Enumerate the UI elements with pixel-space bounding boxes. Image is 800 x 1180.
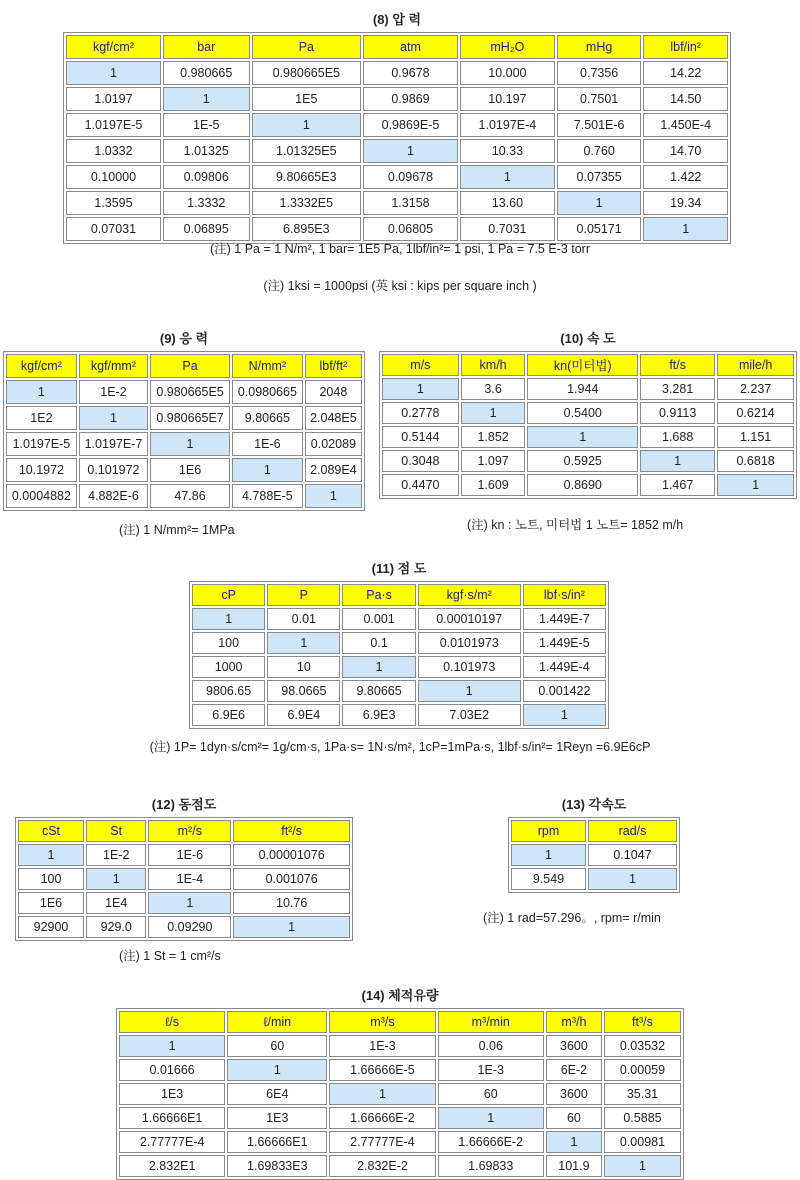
table-cell: 60 (438, 1083, 544, 1105)
table-cell: 9.80665 (342, 680, 415, 702)
identity-cell: 1 (460, 165, 555, 189)
column-header: mile/h (717, 354, 794, 376)
table-cell: 0.980665E5 (150, 380, 230, 404)
table-cell: 0.5885 (604, 1107, 681, 1129)
table-row (6, 432, 362, 456)
table-row (66, 139, 728, 163)
table-cell: 0.00001076 (233, 844, 350, 866)
table-cell: 1E-2 (86, 844, 146, 866)
table-row (192, 632, 606, 654)
section-title: (10) 속 도 (560, 331, 616, 346)
table-cell: 0.00059 (604, 1059, 681, 1081)
column-header: kgf·s/m² (418, 584, 521, 606)
section-title: (12) 동점도 (151, 797, 217, 812)
table-cell: 2.832E1 (119, 1155, 225, 1177)
table-row (6, 458, 362, 482)
column-header: bar (163, 35, 250, 59)
table-row (119, 1059, 681, 1081)
table-row (382, 402, 794, 424)
table-cell: 0.5400 (527, 402, 638, 424)
note-pressure-2: (注) 1ksi = 1000psi (英 ksi : kips per square inch ) (263, 279, 537, 293)
column-header: kn(미터법) (527, 354, 638, 376)
viscosity-section (189, 561, 609, 729)
table-cell: 1.688 (640, 426, 715, 448)
table-cell: 0.10000 (66, 165, 161, 189)
table-row (119, 1083, 681, 1105)
table-row (511, 868, 677, 890)
table-cell: 0.980665E7 (150, 406, 230, 430)
table-cell: 1E-4 (148, 868, 231, 890)
identity-cell: 1 (227, 1059, 327, 1081)
column-header: rad/s (588, 820, 677, 842)
table-row (192, 656, 606, 678)
table-row (382, 426, 794, 448)
table-cell: 1.449E-4 (523, 656, 606, 678)
table-cell: 3600 (546, 1083, 602, 1105)
table-cell: 9.549 (511, 868, 586, 890)
column-header: lbf/ft² (305, 354, 362, 378)
table-row (66, 165, 728, 189)
column-header: Pa (252, 35, 361, 59)
column-header: cSt (18, 820, 84, 842)
table-cell: 1.01325 (163, 139, 250, 163)
table-row (192, 608, 606, 630)
table-cell: 1E5 (252, 87, 361, 111)
table-cell: 0.001422 (523, 680, 606, 702)
note-kinematic: (注) 1 St = 1 cm²/s (119, 949, 221, 963)
table-cell: 1.01325E5 (252, 139, 361, 163)
table-cell: 0.101972 (79, 458, 148, 482)
table-cell: 0.6214 (717, 402, 794, 424)
pressure-table (63, 32, 731, 244)
table-cell: 1.66666E1 (227, 1131, 327, 1153)
identity-cell: 1 (342, 656, 415, 678)
kinematic-viscosity-section (15, 797, 353, 941)
identity-cell: 1 (148, 892, 231, 914)
table-row (119, 1131, 681, 1153)
table-cell: 1.467 (640, 474, 715, 496)
note-viscosity: (注) 1P= 1dyn·s/cm²= 1g/cm·s, 1Pa·s= 1N·s/m², 1cP=1mPa·s, 1lbf·s/in²= 1Reyn =6.9E6cP (149, 740, 651, 754)
table-cell: 14.50 (643, 87, 728, 111)
identity-cell: 1 (557, 191, 642, 215)
column-header: ft³/s (604, 1011, 681, 1033)
table-cell: 1.66666E1 (119, 1107, 225, 1129)
table-cell: 3.6 (461, 378, 526, 400)
table-cell: 13.60 (460, 191, 555, 215)
table-cell: 9806.65 (192, 680, 265, 702)
identity-cell: 1 (640, 450, 715, 472)
table-cell: 10.000 (460, 61, 555, 85)
table-cell: 0.09806 (163, 165, 250, 189)
table-cell: 0.00981 (604, 1131, 681, 1153)
table-cell: 1.0197E-5 (66, 113, 161, 137)
kinematic-viscosity-table (15, 817, 353, 941)
identity-cell: 1 (252, 113, 361, 137)
identity-cell: 1 (461, 402, 526, 424)
table-cell: 1.69833 (438, 1155, 544, 1177)
table-cell: 0.09290 (148, 916, 231, 938)
table-cell: 2.77777E-4 (329, 1131, 435, 1153)
column-header: Pa (150, 354, 230, 378)
note-stress: (注) 1 N/mm²= 1MPa (119, 523, 235, 537)
table-row (66, 113, 728, 137)
table-cell: 0.980665E5 (252, 61, 361, 85)
table-cell: 0.9869E-5 (363, 113, 458, 137)
table-cell: 3.281 (640, 378, 715, 400)
table-cell: 0.06895 (163, 217, 250, 241)
table-cell: 0.0004882 (6, 484, 77, 508)
table-cell: 0.1047 (588, 844, 677, 866)
column-header: km/h (461, 354, 526, 376)
table-cell: 47.86 (150, 484, 230, 508)
table-row (18, 916, 350, 938)
identity-cell: 1 (150, 432, 230, 456)
column-header: ℓ/min (227, 1011, 327, 1033)
table-row (119, 1107, 681, 1129)
table-cell: 98.0665 (267, 680, 340, 702)
table-cell: 1E6 (18, 892, 84, 914)
table-row (192, 704, 606, 726)
table-row (192, 680, 606, 702)
column-header: kgf/cm² (6, 354, 77, 378)
table-cell: 1.0197 (66, 87, 161, 111)
table-cell: 1.66666E-2 (438, 1131, 544, 1153)
table-cell: 0.6818 (717, 450, 794, 472)
table-cell: 1E6 (150, 458, 230, 482)
table-cell: 6.9E4 (267, 704, 340, 726)
identity-cell: 1 (604, 1155, 681, 1177)
table-cell: 0.001 (342, 608, 415, 630)
table-cell: 7.03E2 (418, 704, 521, 726)
viscosity-table (189, 581, 609, 729)
table-cell: 1000 (192, 656, 265, 678)
column-header: rpm (511, 820, 586, 842)
column-header: ℓ/s (119, 1011, 225, 1033)
identity-cell: 1 (86, 868, 146, 890)
table-cell: 0.3048 (382, 450, 459, 472)
table-cell: 101.9 (546, 1155, 602, 1177)
column-header: kgf/cm² (66, 35, 161, 59)
table-cell: 1.449E-5 (523, 632, 606, 654)
table-row (382, 474, 794, 496)
table-cell: 2048 (305, 380, 362, 404)
table-cell: 35.31 (604, 1083, 681, 1105)
table-cell: 0.01666 (119, 1059, 225, 1081)
table-cell: 10.197 (460, 87, 555, 111)
identity-cell: 1 (523, 704, 606, 726)
table-cell: 14.70 (643, 139, 728, 163)
identity-cell: 1 (119, 1035, 225, 1057)
table-cell: 1.449E-7 (523, 608, 606, 630)
table-cell: 0.0101973 (418, 632, 521, 654)
table-cell: 9.80665 (232, 406, 303, 430)
table-cell: 0.9113 (640, 402, 715, 424)
column-header: P (267, 584, 340, 606)
section-title: (9) 응 력 (159, 331, 209, 346)
column-header: mH₂O (460, 35, 555, 59)
table-cell: 100 (192, 632, 265, 654)
table-cell: 6.895E3 (252, 217, 361, 241)
header-row (18, 820, 350, 842)
table-cell: 0.7356 (557, 61, 642, 85)
table-cell: 1E-6 (148, 844, 231, 866)
identity-cell: 1 (267, 632, 340, 654)
table-cell: 0.7501 (557, 87, 642, 111)
identity-cell: 1 (79, 406, 148, 430)
table-row (6, 484, 362, 508)
table-cell: 1E-3 (329, 1035, 435, 1057)
table-row (6, 406, 362, 430)
note-pressure-1: (注) 1 Pa = 1 N/m², 1 bar= 1E5 Pa, 1lbf/in²= 1 psi, 1 Pa = 7.5 E-3 torr (209, 242, 591, 256)
table-cell: 0.0980665 (232, 380, 303, 404)
table-cell: 1.3332E5 (252, 191, 361, 215)
table-cell: 2.237 (717, 378, 794, 400)
table-cell: 1.0332 (66, 139, 161, 163)
table-cell: 1E-6 (232, 432, 303, 456)
identity-cell: 1 (6, 380, 77, 404)
speed-section (379, 331, 797, 499)
table-cell: 1E3 (119, 1083, 225, 1105)
column-header: ft²/s (233, 820, 350, 842)
table-cell: 10.76 (233, 892, 350, 914)
angular-speed-table (508, 817, 680, 893)
stress-table (3, 351, 365, 511)
table-cell: 19.34 (643, 191, 728, 215)
column-header: St (86, 820, 146, 842)
column-header: Pa·s (342, 584, 415, 606)
table-cell: 0.00010197 (418, 608, 521, 630)
table-cell: 6.9E3 (342, 704, 415, 726)
header-row (66, 35, 728, 59)
table-cell: 1E3 (227, 1107, 327, 1129)
section-title: (8) 압 력 (372, 12, 422, 27)
identity-cell: 1 (418, 680, 521, 702)
column-header: N/mm² (232, 354, 303, 378)
table-cell: 0.9869 (363, 87, 458, 111)
table-cell: 3600 (546, 1035, 602, 1057)
table-cell: 0.8690 (527, 474, 638, 496)
table-cell: 1.944 (527, 378, 638, 400)
column-header: lbf·s/in² (523, 584, 606, 606)
table-cell: 1.097 (461, 450, 526, 472)
table-cell: 0.7031 (460, 217, 555, 241)
table-row (18, 868, 350, 890)
table-cell: 0.05171 (557, 217, 642, 241)
column-header: mHg (557, 35, 642, 59)
identity-cell: 1 (588, 868, 677, 890)
table-cell: 0.06805 (363, 217, 458, 241)
section-title: (13) 각속도 (561, 797, 627, 812)
table-cell: 0.2778 (382, 402, 459, 424)
table-cell: 1.609 (461, 474, 526, 496)
table-row (6, 380, 362, 404)
table-cell: 60 (546, 1107, 602, 1129)
table-cell: 4.788E-5 (232, 484, 303, 508)
table-cell: 1E4 (86, 892, 146, 914)
table-cell: 1.0197E-4 (460, 113, 555, 137)
pressure-section (63, 12, 731, 244)
column-header: kgf/mm² (79, 354, 148, 378)
identity-cell: 1 (66, 61, 161, 85)
stress-section (3, 331, 365, 511)
table-row (382, 378, 794, 400)
column-header: atm (363, 35, 458, 59)
volumetric-flow-section (116, 988, 684, 1180)
column-header: ft/s (640, 354, 715, 376)
table-cell: 1.66666E-5 (329, 1059, 435, 1081)
column-header: m/s (382, 354, 459, 376)
identity-cell: 1 (305, 484, 362, 508)
table-cell: 0.001076 (233, 868, 350, 890)
header-row (192, 584, 606, 606)
table-cell: 2.089E4 (305, 458, 362, 482)
column-header: m³/h (546, 1011, 602, 1033)
note-speed: (注) kn : 노트, 미터법 1 노트= 1852 m/h (467, 518, 684, 532)
identity-cell: 1 (363, 139, 458, 163)
table-row (119, 1155, 681, 1177)
table-cell: 0.06 (438, 1035, 544, 1057)
identity-cell: 1 (192, 608, 265, 630)
table-cell: 60 (227, 1035, 327, 1057)
table-cell: 6E4 (227, 1083, 327, 1105)
identity-cell: 1 (643, 217, 728, 241)
table-cell: 7.501E-6 (557, 113, 642, 137)
table-row (66, 191, 728, 215)
table-cell: 0.101973 (418, 656, 521, 678)
column-header: lbf/in² (643, 35, 728, 59)
table-cell: 100 (18, 868, 84, 890)
table-row (66, 217, 728, 241)
table-cell: 0.5144 (382, 426, 459, 448)
table-cell: 1.69833E3 (227, 1155, 327, 1177)
header-row (119, 1011, 681, 1033)
table-cell: 0.01 (267, 608, 340, 630)
header-row (6, 354, 362, 378)
table-cell: 1.3158 (363, 191, 458, 215)
table-row (511, 844, 677, 866)
identity-cell: 1 (18, 844, 84, 866)
column-header: m³/s (329, 1011, 435, 1033)
table-cell: 1.3332 (163, 191, 250, 215)
table-cell: 0.02089 (305, 432, 362, 456)
column-header: m³/min (438, 1011, 544, 1033)
note-angular: (注) 1 rad=57.296。, rpm= r/min (483, 911, 661, 925)
table-cell: 1.66666E-2 (329, 1107, 435, 1129)
table-cell: 0.760 (557, 139, 642, 163)
table-cell: 1.3595 (66, 191, 161, 215)
table-cell: 6E-2 (546, 1059, 602, 1081)
table-cell: 0.5925 (527, 450, 638, 472)
table-cell: 0.9678 (363, 61, 458, 85)
section-title: (14) 체적유량 (361, 988, 439, 1003)
table-cell: 0.4470 (382, 474, 459, 496)
identity-cell: 1 (329, 1083, 435, 1105)
table-row (119, 1035, 681, 1057)
header-row (382, 354, 794, 376)
section-title: (11) 점 도 (371, 561, 427, 576)
table-cell: 0.980665 (163, 61, 250, 85)
identity-cell: 1 (527, 426, 638, 448)
identity-cell: 1 (546, 1131, 602, 1153)
identity-cell: 1 (717, 474, 794, 496)
table-cell: 1.151 (717, 426, 794, 448)
table-cell: 2.048E5 (305, 406, 362, 430)
table-cell: 1E-5 (163, 113, 250, 137)
table-cell: 1.450E-4 (643, 113, 728, 137)
table-cell: 0.1 (342, 632, 415, 654)
table-cell: 10.33 (460, 139, 555, 163)
speed-table (379, 351, 797, 499)
table-cell: 9.80665E3 (252, 165, 361, 189)
header-row (511, 820, 677, 842)
column-header: m²/s (148, 820, 231, 842)
volumetric-flow-table (116, 1008, 684, 1180)
table-cell: 1.422 (643, 165, 728, 189)
table-cell: 0.07355 (557, 165, 642, 189)
table-cell: 0.09678 (363, 165, 458, 189)
table-row (18, 892, 350, 914)
table-cell: 1E-2 (79, 380, 148, 404)
table-cell: 0.07031 (66, 217, 161, 241)
table-cell: 14.22 (643, 61, 728, 85)
table-cell: 0.03532 (604, 1035, 681, 1057)
identity-cell: 1 (232, 458, 303, 482)
identity-cell: 1 (438, 1107, 544, 1129)
column-header: cP (192, 584, 265, 606)
angular-speed-section (500, 797, 688, 893)
table-cell: 10 (267, 656, 340, 678)
identity-cell: 1 (233, 916, 350, 938)
table-row (382, 450, 794, 472)
identity-cell: 1 (382, 378, 459, 400)
table-cell: 1.852 (461, 426, 526, 448)
table-cell: 2.77777E-4 (119, 1131, 225, 1153)
table-row (66, 87, 728, 111)
table-cell: 1E2 (6, 406, 77, 430)
table-cell: 929.0 (86, 916, 146, 938)
table-cell: 1.0197E-7 (79, 432, 148, 456)
table-cell: 2.832E-2 (329, 1155, 435, 1177)
table-row (18, 844, 350, 866)
table-cell: 1E-3 (438, 1059, 544, 1081)
table-cell: 1.0197E-5 (6, 432, 77, 456)
table-cell: 4.882E-6 (79, 484, 148, 508)
table-cell: 92900 (18, 916, 84, 938)
table-cell: 10.1972 (6, 458, 77, 482)
table-row (66, 61, 728, 85)
table-cell: 6.9E6 (192, 704, 265, 726)
identity-cell: 1 (163, 87, 250, 111)
identity-cell: 1 (511, 844, 586, 866)
